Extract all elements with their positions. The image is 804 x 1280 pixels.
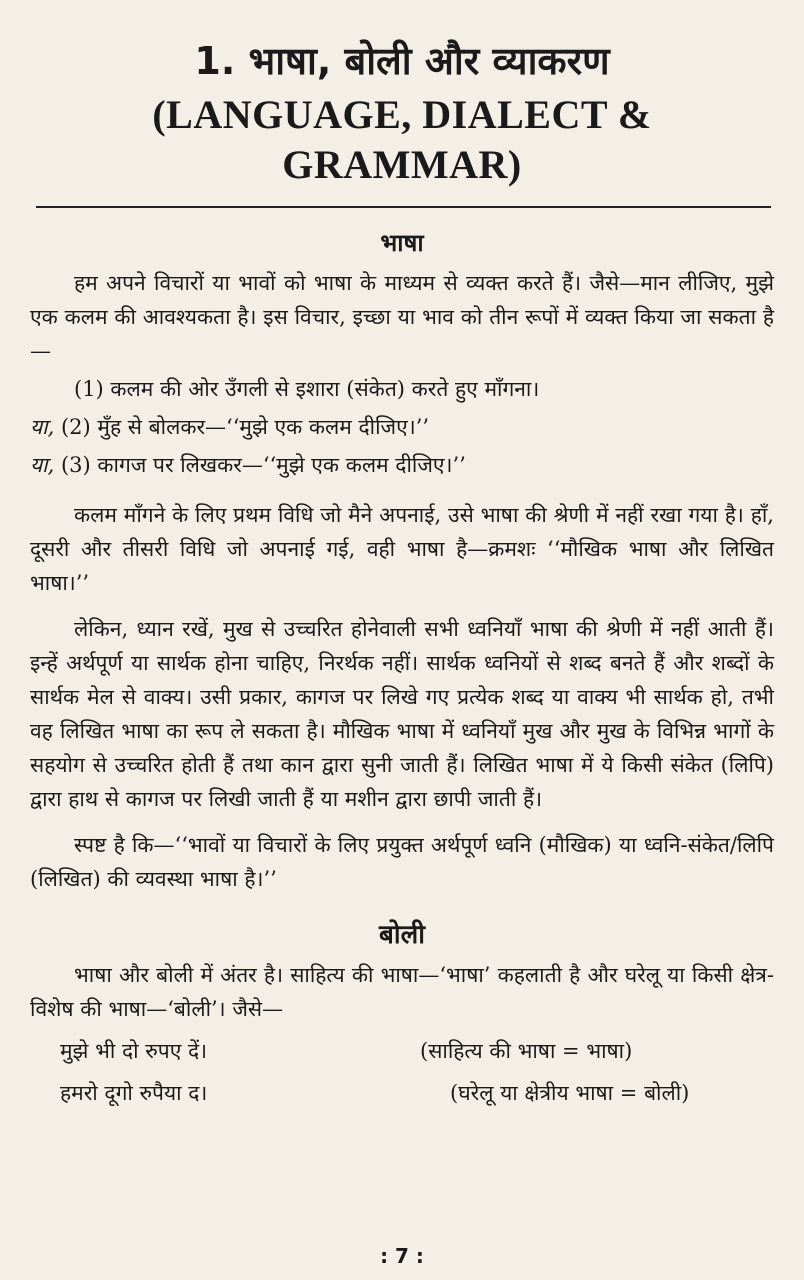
boli-example-2-sentence: हमरो दूगो रुपैया द। <box>60 1081 208 1105</box>
spacer <box>30 600 774 612</box>
bhasha-paragraph-3: लेकिन, ध्यान रखें, मुख से उच्चरित होनेवाली सभी ध्वनियाँ भाषा की श्रेणी में नहीं आती हैं। इन्हें अर्थपूर्ण या सार्थक होना चाहिए, निरर्थक नहीं। सार्थक ध्वनियों से शब्द बनते हैं और शब्दों के सार्थक मेल से वाक्य। उसी प्रकार, कागज पर लिखे गए प्रत्येक शब्द या वाक्य भी सार्थक हो, तभी वह लिखित भाषा का रूप ले सकता है। मौखिक भाषा में ध्वनियाँ मुख और मुख के विभिन्न भागों के सहयोग से उच्चरित होती हैं तथा कान द्वारा सुनी जाती हैं। लिखित भाषा में ये किसी संकेत (लिपि) द्वारा हाथ से कागज पर लिखी जाती हैं या मशीन द्वारा छापी जाती हैं। <box>30 617 774 811</box>
section-heading-boli: बोली <box>379 920 425 950</box>
spacer <box>30 486 774 498</box>
bhasha-paragraph-2: कलम माँगने के लिए प्रथम विधि जो मैने अपनाई, उसे भाषा की श्रेणी में नहीं रखा गया है। हाँ, दूसरी और तीसरी विधि जो अपनाई गई, वही भाषा है—क्रमशः ‘‘मौखिक भाषा और लिखित भाषा।’’ <box>30 503 774 595</box>
boli-example-2 <box>30 1076 774 1110</box>
bhasha-example-1: (1) कलम की ओर उँगली से इशारा (संकेत) करते हुए माँगना। <box>74 377 540 401</box>
spacer <box>30 816 774 828</box>
example-2-prefix: या, <box>30 415 55 439</box>
example-3-text: (3) कागज पर लिखकर—‘‘मुझे एक कलम दीजिए।’’ <box>60 453 466 477</box>
boli-example-1 <box>30 1034 774 1068</box>
bhasha-paragraph-4: स्पष्ट है कि—‘‘भावों या विचारों के लिए प्रयुक्त अर्थपूर्ण ध्वनि (मौखिक) या ध्वनि-संकेत/लिपि (लिखित) की व्यवस्था भाषा है।’’ <box>30 833 774 891</box>
bhasha-example-2 <box>30 410 774 444</box>
example-3-prefix: या, <box>30 453 55 477</box>
boli-example-1-note: (साहित्य की भाषा = भाषा) <box>420 1039 633 1063</box>
title-divider <box>36 206 771 208</box>
chapter-title-hindi: 1. भाषा, बोली और व्याकरण <box>194 39 610 83</box>
page-number: : 7 : <box>380 1244 424 1268</box>
boli-example-2-note: (घरेलू या क्षेत्रीय भाषा = बोली) <box>450 1081 690 1105</box>
bhasha-paragraph-1: हम अपने विचारों या भावों को भाषा के माध्यम से व्यक्त करते हैं। जैसे—मान लीजिए, मुझे एक कलम की आवश्यकता है। इस विचार, इच्छा या भाव को तीन रूपों में व्यक्त किया जा सकता है— <box>30 271 774 363</box>
section-heading-bhasha: भाषा <box>380 229 424 257</box>
boli-example-1-sentence: मुझे भी दो रुपए दें। <box>60 1039 208 1063</box>
boli-paragraph-1: भाषा और बोली में अंतर है। साहित्य की भाषा—‘भाषा’ कहलाती है और घरेलू या किसी क्षेत्र-विशेष की भाषा—‘बोली’। जैसे— <box>30 963 774 1021</box>
bhasha-example-3 <box>30 448 774 482</box>
example-2-text: (2) मुँह से बोलकर—‘‘मुझे एक कलम दीजिए।’’ <box>60 415 430 439</box>
chapter-title-english: (LANGUAGE, DIALECT & GRAMMAR) <box>152 92 652 187</box>
